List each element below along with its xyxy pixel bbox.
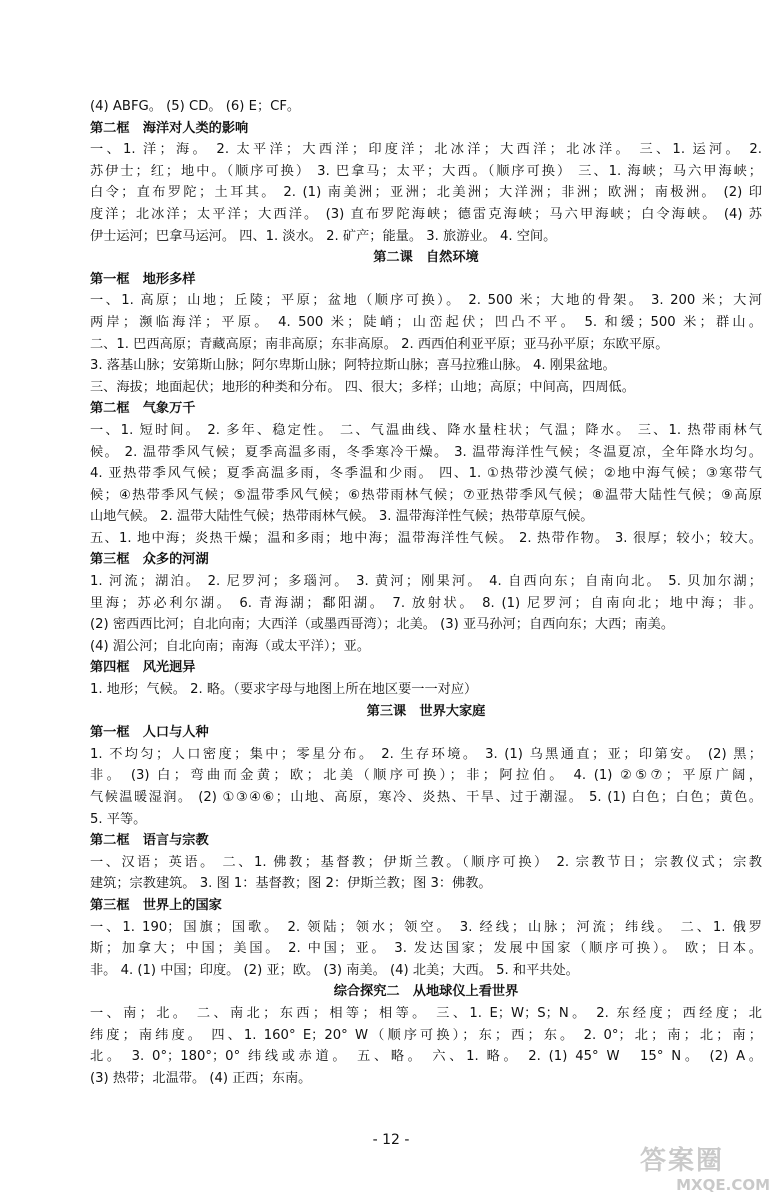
- answer-line: (4) 湄公河；自北向南；南海（或太平洋）；亚。: [90, 638, 371, 654]
- section-heading: 第三框 众多的河湖: [90, 552, 209, 568]
- answer-line: 一、1. 洋；海。 2. 太平洋；大西洋；印度洋；北冰洋；大西洋；北冰洋。 三、1. 运河。 2.: [90, 142, 762, 158]
- watermark-logo: [640, 1146, 776, 1196]
- answer-line: 北。 3. 0°；180°；0° 纬线或赤道。 五、略。 六、1. 略。 2. (1) 45° W 15° N。 (2) A。: [90, 1049, 762, 1065]
- watermark-url: MXQE.COM: [676, 1176, 770, 1194]
- answer-line: 山地气候。 2. 温带大陆性气候；热带雨林气候。 3. 温带海洋性气候；热带草原气候。: [90, 509, 594, 525]
- page-number: - 12 -: [372, 1132, 410, 1148]
- answer-line: 五、1. 地中海；炎热干燥；温和多雨；地中海；温带海洋性气候。 2. 热带作物。 3. 很厚；较小；较大。: [90, 530, 762, 546]
- answer-line: 候。 2. 温带季风气候；夏季高温多雨，冬季寒冷干燥。 3. 温带海洋性气候；冬温夏凉，全年降水均匀。: [90, 444, 762, 460]
- answer-line: (2) 密西西比河；自北向南；大西洋（或墨西哥湾）；北美。 (3) 亚马孙河；自西向东；大西；南美。: [90, 617, 675, 633]
- answer-line: 斯；加拿大；中国；美国。 2. 中国；亚。 3. 发达国家；发展中国家（顺序可换）。 欧；日本。: [90, 941, 762, 957]
- answer-line: 1. 不均匀；人口密度；集中；零星分布。 2. 生存环境。 3. (1) 乌黑通直；亚；印第安。 (2) 黑；: [90, 746, 762, 762]
- answer-line: 一、南；北。 二、南北；东西；相等；相等。 三、1. E；W；S；N。 2. 东经度；西经度；北: [90, 1005, 762, 1021]
- answer-line: 非。 (3) 白；弯曲而金黄；欧；北美（顺序可换）；非；阿拉伯。 4. (1) ②⑤⑦；平原广阔，: [90, 768, 762, 784]
- answer-line: 一、1. 短时间。 2. 多年、稳定性。 二、气温曲线、降水量柱状；气温；降水。 三、1. 热带雨林气: [90, 422, 762, 438]
- answer-line: 苏伊士；红；地中。（顺序可换） 3. 巴拿马；太平；大西。（顺序可换） 三、1. 海峡；马六甲海峡；: [90, 163, 762, 179]
- answer-line: 候；④热带季风气候；⑤温带季风气候；⑥热带雨林气候；⑦亚热带季风气候；⑧温带大陆性气候；⑨高原: [90, 487, 762, 503]
- answer-line: 一、汉语；英语。 二、1. 佛教；基督教；伊斯兰教。（顺序可换） 2. 宗教节日；宗教仪式；宗教: [90, 854, 762, 870]
- answer-line: 1. 河流；湖泊。 2. 尼罗河；多瑙河。 3. 黄河；刚果河。 4. 自西向东；自南向北。 5. 贝加尔湖；: [90, 574, 762, 590]
- lesson-title: 综合探究二 从地球仪上看世界: [333, 984, 519, 1000]
- answer-line: 纬度；南纬度。 四、1. 160° E；20° W（顺序可换）；东；西；东。 2. 0°；北；南；北；南；: [90, 1027, 762, 1043]
- answer-line: 二、1. 巴西高原；青藏高原；南非高原；东非高原。 2. 西西伯利亚平原；亚马孙平原；东欧平原。: [90, 336, 669, 352]
- section-heading: 第一框 地形多样: [90, 271, 196, 287]
- section-heading: 第二框 气象万千: [90, 401, 196, 417]
- watermark-text: 答案圈: [640, 1146, 725, 1176]
- section-heading: 第二框 海洋对人类的影响: [90, 120, 249, 136]
- answer-line: 度洋；北冰洋；太平洋；大西洋。 (3) 直布罗陀海峡；德雷克海峡；马六甲海峡；白令海峡。 (4) 苏: [90, 206, 762, 222]
- section-heading: 第四框 风光迥异: [90, 660, 196, 676]
- answer-line: 一、1. 190；国旗；国歌。 2. 领陆；领水；领空。 3. 经线；山脉；河流；纬线。 二、1. 俄罗: [90, 919, 762, 935]
- section-heading: 第三框 世界上的国家: [90, 897, 222, 913]
- section-heading: 第一框 人口与人种: [90, 725, 209, 741]
- answer-line: 白令；直布罗陀；土耳其。 2. (1) 南美洲；亚洲；北美洲；大洋洲；非洲；欧洲；南极洲。 (2) 印: [90, 185, 762, 201]
- answer-line: 3. 落基山脉；安第斯山脉；阿尔卑斯山脉；阿特拉斯山脉；喜马拉雅山脉。 4. 刚果盆地。: [90, 358, 616, 374]
- answer-page-body: [90, 96, 762, 1089]
- lesson-title: 第二课 自然环境: [373, 250, 479, 266]
- answer-line: 伊士运河；巴拿马运河。 四、1. 淡水。 2. 矿产；能量。 3. 旅游业。 4. 空间。: [90, 228, 557, 244]
- answer-line: (3) 热带；北温带。 (4) 正西；东南。: [90, 1070, 312, 1086]
- answer-line: 三、海拔；地面起伏；地形的种类和分布。 四、很大；多样；山地；高原；中间高，四周低。: [90, 379, 635, 395]
- answer-line: 里海；苏必利尔湖。 6. 青海湖；鄱阳湖。 7. 放射状。 8. (1) 尼罗河；自南向北；地中海；非。: [90, 595, 762, 611]
- answer-line: 1. 地形；气候。 2. 略。（要求字母与地图上所在地区要一一对应）: [90, 682, 478, 698]
- answer-line: 5. 平等。: [90, 811, 147, 827]
- answer-line: 4. 亚热带季风气候；夏季高温多雨，冬季温和少雨。 四、1. ①热带沙漠气候；②地中海气候；③寒带气: [90, 466, 762, 482]
- answer-line: 两岸；濒临海洋；平原。 4. 500 米；陡峭；山峦起伏；凹凸不平。 5. 和缓；500 米；群山。: [90, 314, 762, 330]
- answer-line: (4) ABFG。 (5) CD。 (6) E；CF。: [90, 99, 301, 114]
- section-heading: 第二框 语言与宗教: [90, 833, 209, 849]
- answer-line: 建筑；宗教建筑。 3. 图 1：基督教；图 2：伊斯兰教；图 3：佛教。: [90, 876, 492, 892]
- answer-line: 气候温暖湿润。 (2) ①③④⑥；山地、高原，寒冷、炎热、干旱、过于潮湿。 5. (1) 白色；白色；黄色。: [90, 790, 762, 805]
- lesson-title: 第三课 世界大家庭: [366, 703, 486, 719]
- answer-line: 非。 4. (1) 中国；印度。 (2) 亚；欧。 (3) 南美。 (4) 北美；大西。 5. 和平共处。: [90, 962, 579, 978]
- answer-line: 一、1. 高原；山地；丘陵；平原；盆地（顺序可换）。 2. 500 米；大地的骨架。 3. 200 米；大河: [90, 293, 762, 309]
